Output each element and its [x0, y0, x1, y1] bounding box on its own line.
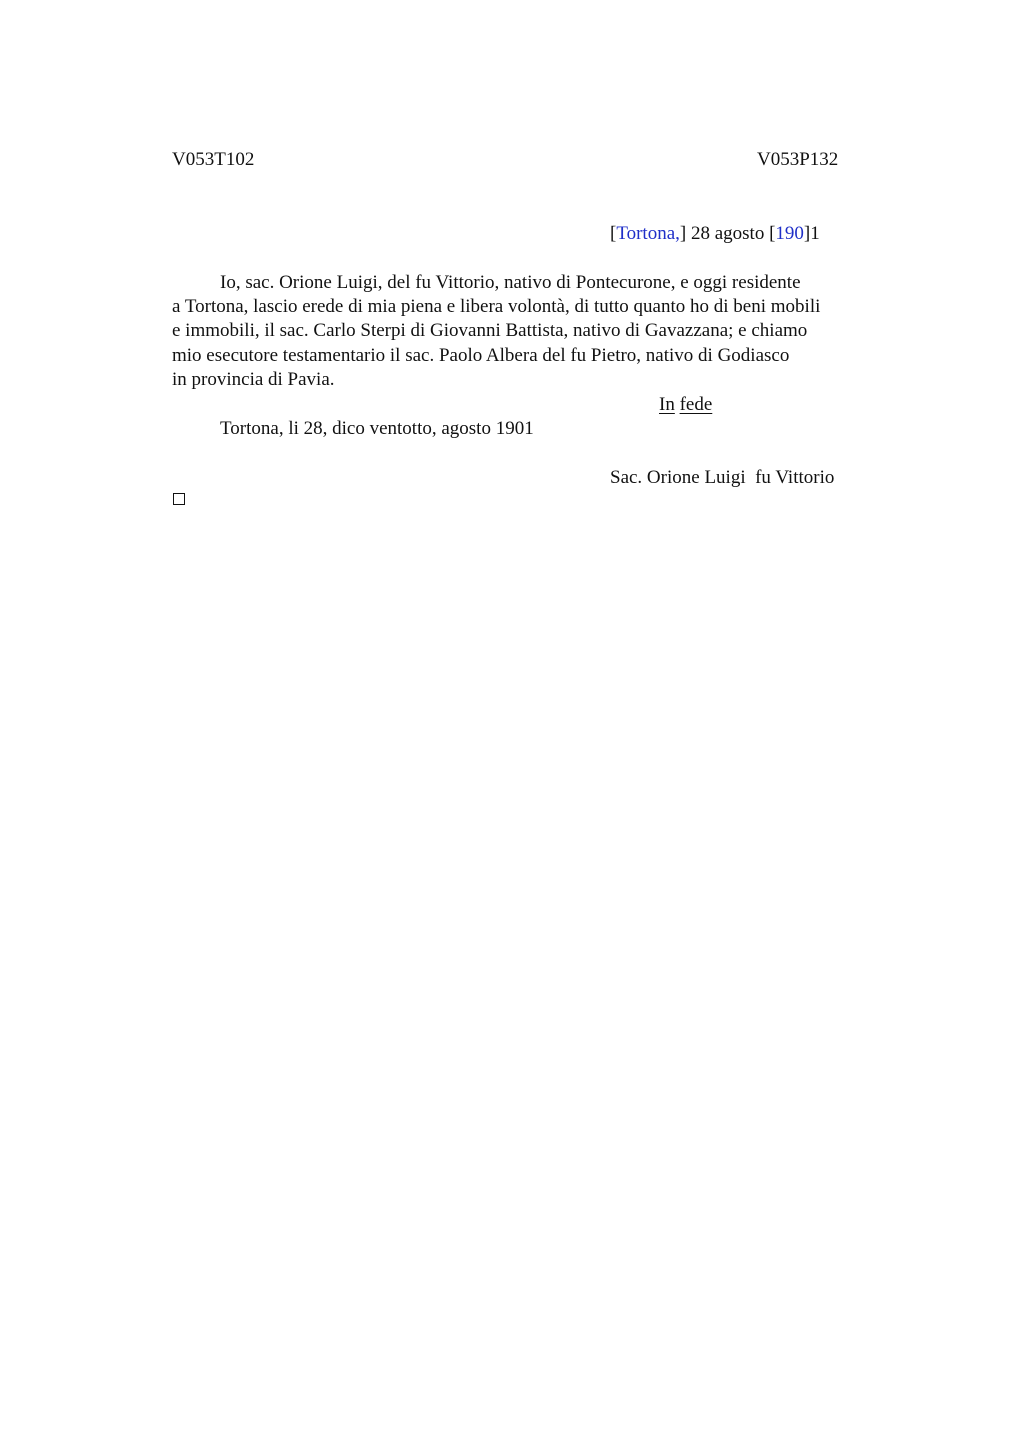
dateline-year-prefix: 190 [775, 223, 804, 244]
dateline-day-month: 28 agosto [686, 223, 770, 244]
body-line: Io, sac. Orione Luigi, del fu Vittorio, nativo di Pontecurone, e oggi residente [220, 272, 801, 293]
document-code-right: V053P132 [757, 149, 839, 170]
checkbox-icon [173, 493, 185, 505]
dateline-place: Tortona, [616, 223, 680, 244]
place-date: Tortona, li 28, dico ventotto, agosto 1901 [220, 418, 534, 439]
dateline-bracket: ] [679, 223, 687, 244]
dateline-bracket: [ [769, 223, 776, 244]
dateline-year-suffix: 1 [810, 223, 820, 244]
in-fede [659, 395, 712, 414]
document-code-left: V053T102 [172, 149, 255, 170]
in-fede-word: fede [679, 394, 713, 415]
dateline-bracket: ] [803, 223, 811, 244]
in-fede-word: In [659, 394, 675, 415]
dateline-bracket: [ [610, 223, 617, 244]
body-line: mio esecutore testamentario il sac. Paolo Albera del fu Pietro, nativo di Godiasco [172, 345, 790, 366]
body-line: e immobili, il sac. Carlo Sterpi di Giovanni Battista, nativo di Gavazzana; e chiamo [172, 320, 808, 341]
signature: Sac. Orione Luigi fu Vittorio [610, 467, 835, 488]
body-line: a Tortona, lascio erede di mia piena e libera volontà, di tutto quanto ho di beni mobili [172, 296, 821, 317]
body-line: in provincia di Pavia. [172, 369, 335, 390]
dateline [610, 224, 820, 243]
